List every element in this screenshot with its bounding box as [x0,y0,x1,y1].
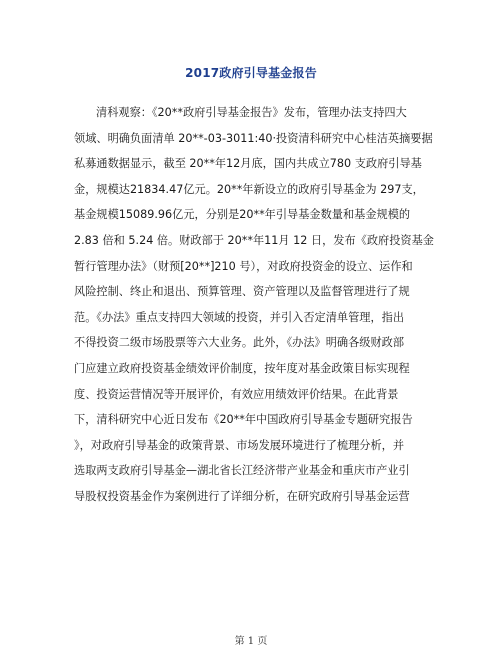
body-line: 风险控制、终止和退出、预算管理、资产管理以及监督管理进行了规 [74,285,410,299]
body-line: 不得投资二级市场股票等六大业务。此外，《办法》明确各级财政部 [74,336,405,350]
body-line: 导股权投资基金作为案例进行了详细分析，在研究政府引导基金运营 [74,489,410,503]
body-line: 清科观察：《20**政府引导基金报告》发布，管理办法支持四大 [96,106,407,119]
body-line: 度、投资运营情况等开展评价，有效应用绩效评价结果。在此背景 [74,387,399,401]
body-line: 金，规模达21834.47亿元。20**年新设立的政府引导基金为 297支， [74,182,424,196]
body-line: 选取两支政府引导基金—湖北省长江经济带产业基金和重庆市产业引 [74,464,410,478]
body-line: 》，对政府引导基金的政策背景、市场发展环境进行了梳理分析，并 [74,438,405,452]
body-line: 下，清科研究中心近日发布《20**年中国政府引导基金专题研究报告 [74,413,413,427]
document-body [74,100,434,510]
body-line: 基金规模15089.96亿元，分别是20**年引导基金数量和基金规模的 [74,208,411,222]
page-number: 第 1 页 [234,636,268,647]
body-line: 范。《办法》重点支持四大领域的投资，并引入否定清单管理，指出 [74,310,405,324]
body-line: 门应建立政府投资基金绩效评价制度，按年度对基金政策目标实现程 [74,361,410,375]
document-title: 2017政府引导基金报告 [185,66,317,80]
body-line: 领域、明确负面清单 20**-03-3011:40·投资清科研究中心桂洁英摘要据 [74,131,433,145]
body-line: 暂行管理办法》（财预[20**]210 号），对政府投资金的设立、运作和 [74,259,413,273]
body-line: 私募通数据显示，截至 20**年12月底，国内共成立780 支政府引导基 [74,157,422,171]
body-line: 2.83 倍和 5.24 倍。财政部于 20**年11月 12 日，发布《政府投资基金 [74,233,434,247]
